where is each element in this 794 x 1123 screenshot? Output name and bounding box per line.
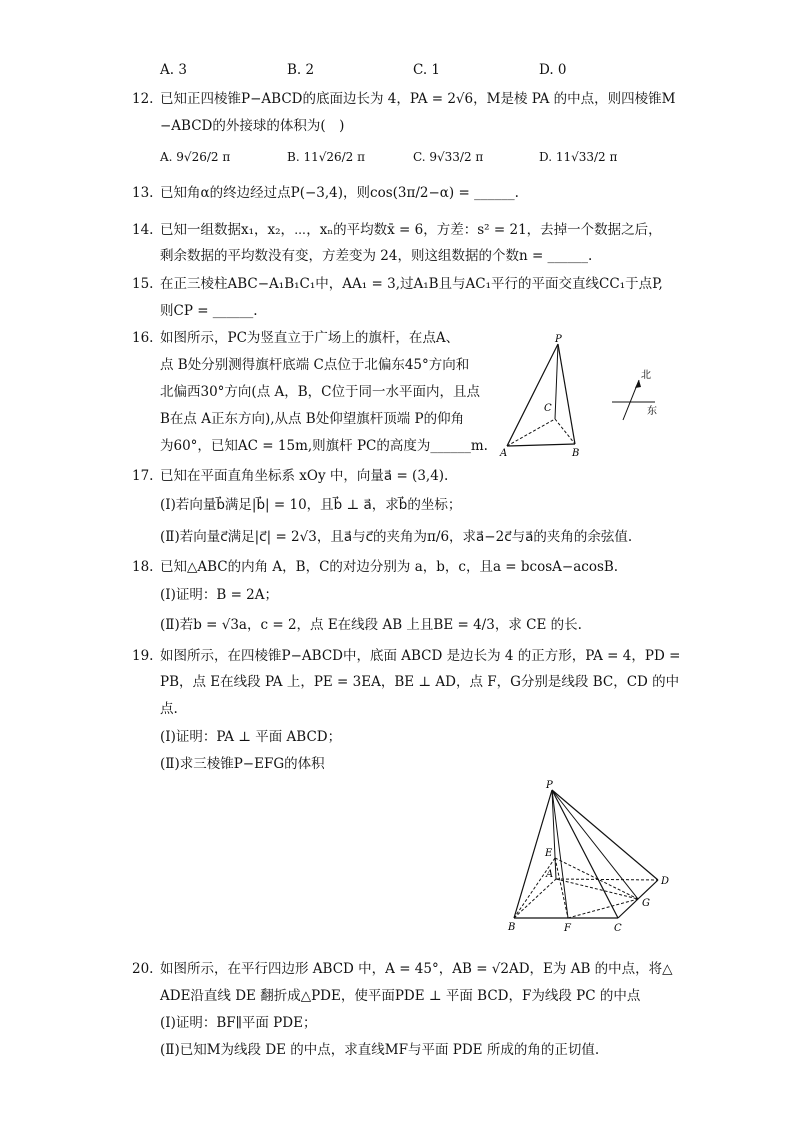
q18-line1: 已知△ABC的内角 A，B，C的对边分别为 a，b，c，且a = bcosA−acosB. <box>160 559 619 575</box>
q20-line1: 如图所示，在平行四边形 ABCD 中，A = 45°，AB = √2AD，E为 AB 的中点，将△ <box>160 961 673 977</box>
q12-option-c: C. 9√33/2 π <box>413 150 484 164</box>
q17-part2: (Ⅱ)若向量c⃗满足|c⃗| = 2√3，且a⃗与c⃗的夹角为π/6，求a⃗−2c⃗与a⃗的夹角的余弦值. <box>160 529 633 545</box>
q15-line1: 在正三棱柱ABC−A₁B₁C₁中，AA₁ = 3,过A₁B且与AC₁平行的平面交直线CC₁于点P, <box>160 276 663 292</box>
q16-label-c: C <box>544 403 552 414</box>
q16-number: 16. <box>132 330 154 346</box>
q16-label-a: A <box>500 448 508 459</box>
q16-line1: 如图所示，PC为竖直立于广场上的旗杆，在点A、 <box>160 330 460 346</box>
q11-option-b: B. 2 <box>287 62 315 78</box>
q19-line2: PB，点 E在线段 PA 上，PE = 3EA，BE ⊥ AD，点 F，G分别是线段 BC，CD 的中 <box>160 674 680 690</box>
q19-label-d: D <box>661 876 670 887</box>
q16-line4: B在点 A正东方向),从点 B处仰望旗杆顶端 P的仰角 <box>160 411 465 427</box>
q16-label-b: B <box>572 448 580 459</box>
q19-label-f: F <box>564 923 571 934</box>
q16-label-east: 东 <box>647 406 657 417</box>
q20-number: 20. <box>132 961 154 977</box>
q11-option-d: D. 0 <box>539 62 567 78</box>
q17-part1: (Ⅰ)若向量b⃗满足|b⃗| = 10，且b⃗ ⊥ a⃗，求b⃗的坐标； <box>160 497 462 513</box>
q19-label-b: B <box>508 922 516 933</box>
q12-option-b: B. 11√26/2 π <box>287 150 366 164</box>
q20-part1: (Ⅰ)证明：BF∥平面 PDE； <box>160 1015 317 1031</box>
q12-number: 12. <box>132 91 154 107</box>
q12-option-d: D. 11√33/2 π <box>539 150 618 164</box>
q12-line1: 已知正四棱锥P−ABCD的底面边长为 4，PA = 2√6，M是棱 PA 的中点，则四棱锥M <box>160 91 676 107</box>
q19-number: 19. <box>132 648 154 664</box>
q16-line3: 北偏西30°方向(点 A，B，C位于同一水平面内，且点 <box>160 384 480 400</box>
q11-option-c: C. 1 <box>413 62 441 78</box>
q11-option-a: A. 3 <box>160 62 187 78</box>
q14-number: 14. <box>132 222 154 238</box>
q20-part2: (Ⅱ)已知M为线段 DE 的中点，求直线MF与平面 PDE 所成的角的正切值. <box>160 1042 600 1058</box>
q16-label-north: 北 <box>641 370 651 381</box>
q15-number: 15. <box>132 276 154 292</box>
q18-part2: (Ⅱ)若b = √3a，c = 2，点 E在线段 AB 上且BE = 4/3，求 CE 的长. <box>160 617 582 633</box>
q15-line2: 则CP = ______. <box>160 303 258 319</box>
q19-figure <box>500 778 680 940</box>
q18-number: 18. <box>132 559 154 575</box>
q17-number: 17. <box>132 468 154 484</box>
q17-line1: 已知在平面直角坐标系 xOy 中，向量a⃗ = (3,4). <box>160 468 449 484</box>
q19-label-a: A <box>546 869 554 880</box>
q19-label-e: E <box>545 848 553 859</box>
q19-part1: (Ⅰ)证明：PA ⊥ 平面 ABCD； <box>160 729 342 745</box>
q14-line2: 剩余数据的平均数没有变，方差变为 24，则这组数据的个数n = ______. <box>160 248 593 264</box>
q16-line2: 点 B处分别测得旗杆底端 C点位于北偏东45°方向和 <box>160 357 470 373</box>
q19-label-g: G <box>642 898 650 909</box>
q13-number: 13. <box>132 185 154 201</box>
q19-line3: 点. <box>160 701 178 717</box>
q14-line1: 已知一组数据x₁，x₂，⋯，xₙ的平均数x̄ = 6，方差：s² = 21，去掉一个数据之后， <box>160 222 662 238</box>
q12-line2: −ABCD的外接球的体积为( ) <box>160 118 345 134</box>
q19-label-c: C <box>614 923 622 934</box>
q16-line5: 为60°，已知AC = 15m,则旗杆 PC的高度为______m. <box>160 438 488 454</box>
q16-label-p: P <box>555 334 562 345</box>
q19-line1: 如图所示，在四棱锥P−ABCD中，底面 ABCD 是边长为 4 的正方形，PA = 4，PD = <box>160 648 681 664</box>
q19-part2: (Ⅱ)求三棱锥P−EFG的体积 <box>160 756 325 772</box>
q16-figure <box>495 332 685 462</box>
q12-option-a: A. 9√26/2 π <box>160 150 231 164</box>
q19-label-p: P <box>546 780 553 791</box>
q20-line2: ADE沿直线 DE 翻折成△PDE，使平面PDE ⊥ 平面 BCD，F为线段 PC 的中点 <box>160 988 641 1004</box>
q13-line1: 已知角α的终边经过点P(−3,4)，则cos(3π/2−α) = ______. <box>160 185 519 201</box>
q18-part1: (Ⅰ)证明：B = 2A； <box>160 587 279 603</box>
